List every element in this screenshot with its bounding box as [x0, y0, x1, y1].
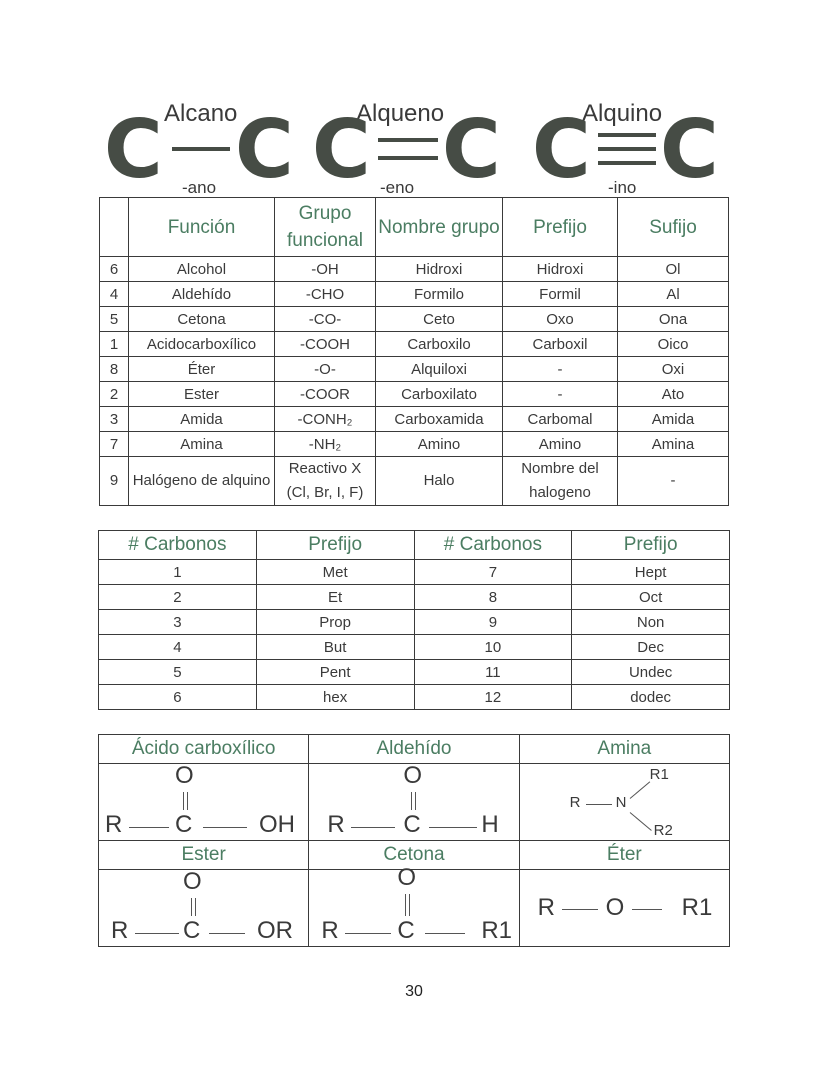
- hydroxyl-group: OH: [259, 811, 295, 838]
- alquino-carbon-left: C: [532, 103, 591, 196]
- structure-row: [99, 870, 730, 947]
- cell: Oct: [572, 585, 730, 610]
- header-index: [100, 198, 129, 257]
- single-bond: [425, 933, 465, 934]
- alcano-carbon-left: C: [104, 103, 163, 196]
- cell: Amida: [618, 407, 729, 432]
- acido-structure: [99, 764, 309, 841]
- double-bond-line-2: [378, 156, 438, 160]
- alcano-suffix: -ano: [182, 178, 217, 197]
- single-bond: [586, 804, 612, 805]
- cell: 2: [100, 382, 129, 407]
- structure-row: [99, 764, 730, 841]
- cell: 5: [99, 660, 257, 685]
- cell: Oxo: [503, 307, 618, 332]
- header-sufijo: Sufijo: [618, 198, 729, 257]
- carbon-atom: C: [183, 917, 201, 944]
- cell: Carboxilato: [376, 382, 503, 407]
- cell: 11: [414, 660, 572, 685]
- cetona-structure: [309, 864, 519, 947]
- cell: Non: [572, 610, 730, 635]
- table-header-row: [99, 531, 730, 560]
- alqueno-carbon-right: C: [442, 103, 501, 196]
- table-row: [100, 432, 729, 457]
- cell: -NH₂: [275, 432, 376, 457]
- cell: 8: [100, 357, 129, 382]
- r2-group: R2: [653, 822, 673, 839]
- single-bond: [135, 933, 179, 934]
- cell: 9: [414, 610, 572, 635]
- cell: -CONH₂: [275, 407, 376, 432]
- cell: -O-: [275, 357, 376, 382]
- double-bond: [405, 894, 406, 916]
- eter-structure: [519, 870, 729, 947]
- cell: Undec: [572, 660, 730, 685]
- alquino-label: Alquino: [582, 100, 663, 127]
- table-row: [99, 660, 730, 685]
- single-bond: [562, 909, 598, 910]
- bond-types-header: [0, 0, 828, 200]
- single-bond: [629, 812, 651, 831]
- cell: 5: [100, 307, 129, 332]
- single-bond: [629, 781, 650, 798]
- double-bond: [409, 894, 410, 916]
- cell: Amida: [129, 407, 275, 432]
- cell: Alcohol: [129, 257, 275, 282]
- cell: Carboxil: [503, 332, 618, 357]
- table-row: [99, 560, 730, 585]
- cell: Halo: [376, 457, 503, 506]
- table-row: [99, 610, 730, 635]
- single-bond: [351, 827, 395, 828]
- triple-bond-line-1: [598, 133, 656, 137]
- cell: hex: [256, 685, 414, 710]
- cell: Éter: [129, 357, 275, 382]
- alquino-carbon-right: C: [660, 103, 719, 196]
- cell: 3: [99, 610, 257, 635]
- r-group: R: [321, 917, 339, 944]
- r1-group: R1: [681, 894, 713, 921]
- ester-title: Ester: [99, 841, 309, 870]
- or-group: OR: [257, 917, 293, 944]
- header-nombre-grupo: Nombre grupo: [376, 198, 503, 257]
- triple-bond-line-2: [598, 147, 656, 151]
- r-group: R: [537, 894, 555, 921]
- alqueno-carbon-left: C: [312, 103, 371, 196]
- amina-structure: [519, 764, 729, 841]
- oxygen-atom: O: [605, 894, 625, 921]
- cell: Aldehído: [129, 282, 275, 307]
- cell: Cetona: [129, 307, 275, 332]
- header-grupo-funcional: Grupo funcional: [275, 198, 376, 257]
- cell: Prop: [256, 610, 414, 635]
- cell: 8: [414, 585, 572, 610]
- cell: Alquiloxi: [376, 357, 503, 382]
- cell: 10: [414, 635, 572, 660]
- table-row: [99, 585, 730, 610]
- cell: Amino: [376, 432, 503, 457]
- cell: dodec: [572, 685, 730, 710]
- oxygen-atom: O: [175, 762, 194, 789]
- table-row: [99, 635, 730, 660]
- cell: Ona: [618, 307, 729, 332]
- header-prefijo-1: Prefijo: [256, 531, 414, 560]
- page-number: 30: [405, 983, 423, 1000]
- cell: Formilo: [376, 282, 503, 307]
- cell: 2: [99, 585, 257, 610]
- cell: 3: [100, 407, 129, 432]
- cell: Hidroxi: [376, 257, 503, 282]
- cell: -: [503, 357, 618, 382]
- cell: -COOR: [275, 382, 376, 407]
- alqueno-suffix: -eno: [380, 178, 415, 197]
- r1-group: R1: [649, 766, 669, 783]
- cell: Amino: [503, 432, 618, 457]
- cell: Nombre del halogeno: [503, 457, 618, 506]
- alqueno-label: Alqueno: [356, 100, 445, 127]
- cell: 1: [100, 332, 129, 357]
- cell: Formil: [503, 282, 618, 307]
- carbon-atom: C: [175, 811, 193, 838]
- cell: Met: [256, 560, 414, 585]
- eter-title: Éter: [519, 841, 729, 870]
- table-row: [100, 382, 729, 407]
- cell: 4: [99, 635, 257, 660]
- carbon-atom: C: [403, 811, 421, 838]
- table-row: [100, 407, 729, 432]
- table-row: [100, 282, 729, 307]
- r1-group: R1: [481, 917, 513, 944]
- cell: 6: [99, 685, 257, 710]
- single-bond: [429, 827, 477, 828]
- cell: 7: [414, 560, 572, 585]
- oxygen-atom: O: [183, 868, 202, 895]
- cell: But: [256, 635, 414, 660]
- single-bond: [172, 147, 230, 151]
- triple-bond-line-3: [598, 161, 656, 165]
- cell: -: [618, 457, 729, 506]
- cell: -OH: [275, 257, 376, 282]
- r-group: R: [327, 811, 345, 838]
- acido-title: Ácido carboxílico: [99, 735, 309, 764]
- table-header-row: [100, 198, 729, 257]
- carbon-prefix-table: [98, 530, 730, 710]
- oxygen-atom: O: [397, 864, 416, 891]
- single-bond: [345, 933, 391, 934]
- cell: Ester: [129, 382, 275, 407]
- double-bond-line-1: [378, 138, 438, 142]
- hydrogen-atom: H: [481, 811, 499, 838]
- cell: Hept: [572, 560, 730, 585]
- cell: 12: [414, 685, 572, 710]
- cell: Carbomal: [503, 407, 618, 432]
- single-bond: [129, 827, 169, 828]
- carbon-atom: C: [397, 917, 415, 944]
- double-bond: [195, 898, 196, 916]
- table-row: [100, 357, 729, 382]
- cell: Amina: [618, 432, 729, 457]
- r-group: R: [569, 794, 581, 811]
- cell: 7: [100, 432, 129, 457]
- cell: -: [503, 382, 618, 407]
- double-bond: [191, 898, 192, 916]
- cell: 6: [100, 257, 129, 282]
- r-group: R: [105, 811, 123, 838]
- cell: Al: [618, 282, 729, 307]
- cell: Amina: [129, 432, 275, 457]
- cell: Carboxamida: [376, 407, 503, 432]
- single-bond: [203, 827, 247, 828]
- cell: Ceto: [376, 307, 503, 332]
- cell: Acidocarboxílico: [129, 332, 275, 357]
- single-bond: [209, 933, 245, 934]
- nitrogen-atom: N: [615, 794, 627, 811]
- cell: -COOH: [275, 332, 376, 357]
- ester-structure: [99, 870, 309, 947]
- header-carbonos-1: # Carbonos: [99, 531, 257, 560]
- alquino-suffix: -ino: [608, 178, 637, 197]
- cetona-title: Cetona: [309, 841, 519, 870]
- r-group: R: [111, 917, 129, 944]
- oxygen-atom: O: [403, 762, 422, 789]
- cell: Reactivo X (Cl, Br, I, F): [275, 457, 376, 506]
- cell: -CHO: [275, 282, 376, 307]
- cell: Oxi: [618, 357, 729, 382]
- cell: Pent: [256, 660, 414, 685]
- alcano-label: Alcano: [164, 100, 238, 127]
- cell: 1: [99, 560, 257, 585]
- table-row: [99, 685, 730, 710]
- amina-title: Amina: [519, 735, 729, 764]
- alcano-carbon-right: C: [235, 103, 294, 196]
- functional-groups-table: [99, 197, 729, 506]
- cell: Hidroxi: [503, 257, 618, 282]
- cell: Ol: [618, 257, 729, 282]
- header-prefijo-2: Prefijo: [572, 531, 730, 560]
- table-row: [100, 332, 729, 357]
- header-prefijo: Prefijo: [503, 198, 618, 257]
- double-bond: [411, 792, 412, 810]
- cell: Carboxilo: [376, 332, 503, 357]
- cell: 9: [100, 457, 129, 506]
- table-row: [100, 307, 729, 332]
- structures-table: [98, 734, 730, 947]
- cell: Halógeno de alquino: [129, 457, 275, 506]
- cell: Et: [256, 585, 414, 610]
- header-carbonos-2: # Carbonos: [414, 531, 572, 560]
- double-bond: [187, 792, 188, 810]
- cell: Oico: [618, 332, 729, 357]
- double-bond: [415, 792, 416, 810]
- aldehido-title: Aldehído: [309, 735, 519, 764]
- structure-header-row: [99, 735, 730, 764]
- table-row: [100, 257, 729, 282]
- cell: Ato: [618, 382, 729, 407]
- cell: Dec: [572, 635, 730, 660]
- double-bond: [183, 792, 184, 810]
- aldehido-structure: [309, 764, 519, 841]
- cell: -CO-: [275, 307, 376, 332]
- cell: 4: [100, 282, 129, 307]
- header-funcion: Función: [129, 198, 275, 257]
- table-row: [100, 457, 729, 506]
- single-bond: [632, 909, 662, 910]
